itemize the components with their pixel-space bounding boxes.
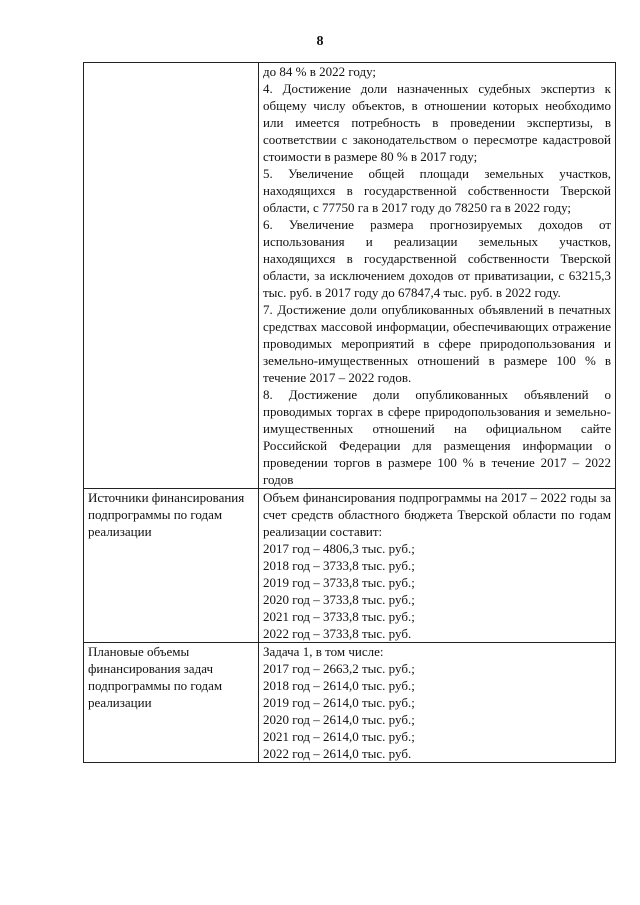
- passport-table: [83, 62, 616, 763]
- planned-volumes-label-text: Плановые объемы финансирования задач подпрограммы по годам реализации: [88, 644, 223, 710]
- task-1-year-2020: 2020 год – 2614,0 тыс. руб.;: [263, 712, 415, 727]
- indicator-5: 5. Увеличение общей площади земельных участков, находящихся в государственной собственности Тверской области, с 77750 га в 2017 году до 78250 га в 2022 году;: [263, 166, 611, 215]
- funding-sources-label: [84, 489, 259, 643]
- indicator-3-tail: до 84 % в 2022 году;: [263, 64, 377, 79]
- task-1-intro: Задача 1, в том числе:: [263, 644, 384, 659]
- funding-intro: Объем финансирования подпрограммы на 2017 – 2022 годы за счет средств областного бюджета Тверской области по годам реализации составит:: [263, 490, 611, 539]
- task-1-year-2021: 2021 год – 2614,0 тыс. руб.;: [263, 729, 415, 744]
- table-row: [84, 643, 616, 763]
- page-number: 8: [316, 34, 324, 49]
- table-row: [84, 489, 616, 643]
- funding-year-2021: 2021 год – 3733,8 тыс. руб.;: [263, 609, 415, 624]
- indicator-7: 7. Достижение доли опубликованных объявлений в печатных средствах массовой информации, обеспечивающих отражение проводимых мероприятий в сфере природопользования и земельно-имущественных отношений в размере 100 % в течение 2017 – 2022 годов.: [263, 302, 611, 385]
- planned-volumes-content: [259, 643, 616, 763]
- funding-year-2020: 2020 год – 3733,8 тыс. руб.;: [263, 592, 415, 607]
- indicator-4: 4. Достижение доли назначенных судебных экспертиз к общему числу объектов, в отношении которых необходимо или имеется потребность в проведении экспертизы, в соответствии с законодательством о пересмотре кадастровой стоимости в размере 80 % в 2017 году;: [263, 81, 611, 164]
- row-1-label-cell: [84, 63, 259, 489]
- planned-volumes-label: [84, 643, 259, 763]
- funding-sources-content: [259, 489, 616, 643]
- indicator-6: 6. Увеличение размера прогнозируемых доходов от использования и реализации земельных участков, находящихся в государственной собственности Тверской области, за исключением доходов от приватизации, с 63215,3 тыс. руб. в 2017 году до 67847,4 тыс. руб. в 2022 году.: [263, 217, 611, 300]
- row-1-content-cell: [259, 63, 616, 489]
- task-1-year-2017: 2017 год – 2663,2 тыс. руб.;: [263, 661, 415, 676]
- task-1-year-2018: 2018 год – 2614,0 тыс. руб.;: [263, 678, 415, 693]
- task-1-year-2022: 2022 год – 2614,0 тыс. руб.: [263, 746, 412, 761]
- funding-year-2019: 2019 год – 3733,8 тыс. руб.;: [263, 575, 415, 590]
- funding-year-2022: 2022 год – 3733,8 тыс. руб.: [263, 626, 412, 641]
- funding-year-2018: 2018 год – 3733,8 тыс. руб.;: [263, 558, 415, 573]
- task-1-year-2019: 2019 год – 2614,0 тыс. руб.;: [263, 695, 415, 710]
- funding-sources-label-text: Источники финансирования подпрограммы по годам реализации: [88, 490, 245, 539]
- indicator-8: 8. Достижение доли опубликованных объявлений о проводимых торгах в сфере природопользования и земельно-имущественных отношений на официальном сайте Российской Федерации для размещения информации о проведении торгов в размере 100 % в течение 2017 – 2022 годов: [263, 387, 611, 487]
- table-row: [84, 63, 616, 489]
- funding-year-2017: 2017 год – 4806,3 тыс. руб.;: [263, 541, 415, 556]
